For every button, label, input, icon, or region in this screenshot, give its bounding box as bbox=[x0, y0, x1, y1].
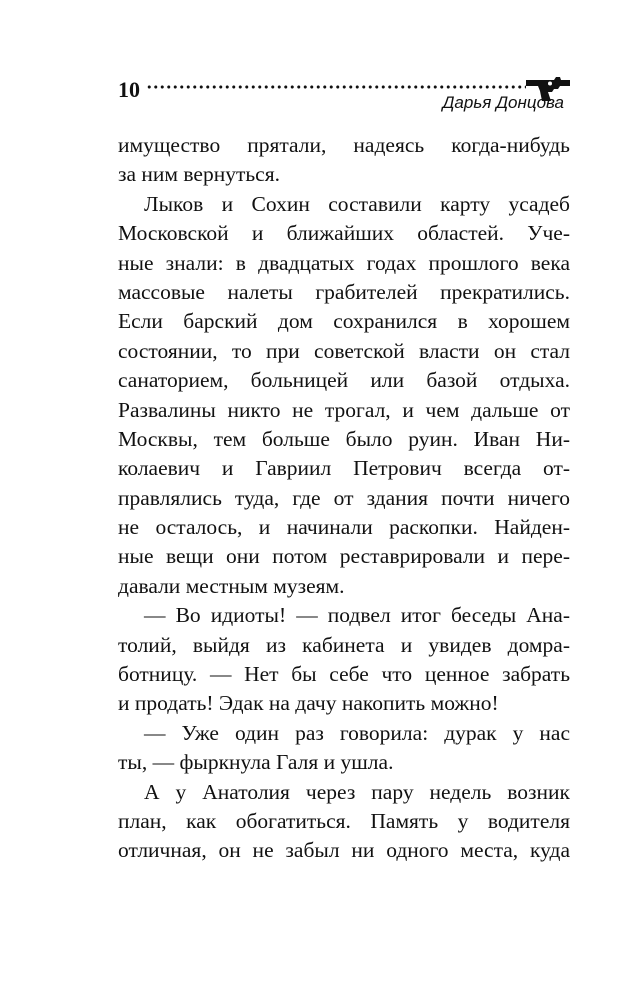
text-line: правлялись туда, где от здания почти ничего bbox=[118, 485, 570, 510]
text-line: ные знали: в двадцатых годах прошлого века bbox=[118, 250, 570, 275]
text-line: не осталось, и начинали раскопки. Найден- bbox=[118, 515, 570, 540]
text-line: Лыков и Сохин составили карту усадеб bbox=[144, 191, 570, 216]
author-name: Дарья Донцова bbox=[442, 93, 564, 112]
text-line: ты, — фыркнула Галя и ушла. bbox=[118, 750, 394, 775]
text-line: — Во идиоты! — подвел итог беседы Ана- bbox=[144, 603, 570, 628]
text-line: колаевич и Гавриил Петрович всегда от- bbox=[118, 456, 570, 481]
text-line: отличная, он не забыл ни одного места, куда bbox=[118, 838, 570, 863]
text-line: А у Анатолия через пару недель возник bbox=[144, 779, 570, 804]
book-text bbox=[118, 131, 570, 866]
dotted-leader bbox=[146, 84, 526, 90]
text-line: имущество прятали, надеясь когда-нибудь bbox=[118, 133, 570, 157]
running-header bbox=[118, 70, 570, 122]
text-line: Московской и ближайших областей. Уче- bbox=[118, 221, 570, 246]
text-line: Развалины никто не трогал, и чем дальше от bbox=[118, 397, 570, 422]
text-line: толий, выйдя из кабинета и увидев домра- bbox=[118, 632, 570, 657]
text-line: за ним вернуться. bbox=[118, 162, 280, 187]
text-line: и продать! Эдак на дачу накопить можно! bbox=[118, 691, 499, 716]
text-line: ные вещи они потом реставрировали и пере- bbox=[118, 544, 570, 569]
text-line: санаторием, больницей или базой отдыха. bbox=[118, 368, 570, 393]
text-line: Если барский дом сохранился в хорошем bbox=[118, 309, 570, 334]
text-line: — Уже один раз говорила: дурак у нас bbox=[144, 720, 570, 745]
text-line: массовые налеты грабителей прекратились. bbox=[118, 279, 570, 304]
page-number: 10 bbox=[118, 77, 140, 102]
text-line: давали местным музеям. bbox=[118, 573, 345, 598]
text-line: план, как обогатиться. Память у водителя bbox=[118, 808, 570, 833]
text-line: состоянии, то при советской власти он стал bbox=[118, 338, 570, 363]
text-line: Москвы, тем больше было руин. Иван Ни- bbox=[118, 426, 570, 451]
text-line: ботницу. — Нет бы себе что ценное забрать bbox=[118, 662, 570, 687]
